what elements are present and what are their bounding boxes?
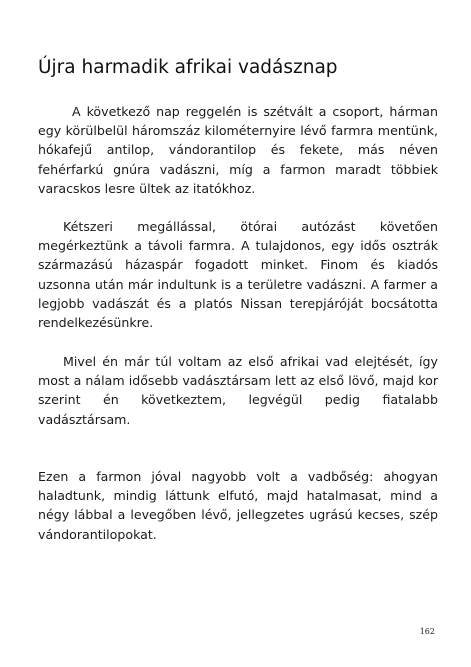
paragraph-2: Kétszeri megállással, ötórai autózást követően megérkeztünk a távoli farmra. A tulajdonos, egy idős osztrák származású házaspár fogadott minket. Finom és kiadós uzsonna után már indultunk is a területre vadászni. A farmer a legjobb vadászát és a platós Nissan terepjáróját bocsátotta rendelkezésünkre. — [38, 219, 438, 331]
page-number: 162 — [419, 627, 435, 636]
paragraph-4: Ezen a farmon jóval nagyobb volt a vadbőség: ahogyan haladtunk, mindig láttunk elfutó, majd hatalmasat, mind a négy lábbal a levegőben lévő, jellegzetes ugrású kecses, szép vándorantilopokat. — [38, 469, 438, 542]
paragraph-3: Mivel én már túl voltam az első afrikai vad elejtését, így most a nálam idősebb vadásztársam lett az első lövő, majd kor szerint én következtem, legvégül pedig fiatalabb vadásztársam. — [38, 354, 438, 427]
chapter-title: Újra harmadik afrikai vadásznap — [38, 57, 338, 78]
paragraph-1: A következő nap reggelén is szétvált a csoport, hárman egy körülbelül háromszáz kilométernyire lévő farmra mentünk, hókafejű antilop, vándorantilop és fekete, más néven fehérfarkú gnúra vadászni, míg a farmon maradt többiek varacskos lesre ültek az itatókhoz. — [38, 104, 438, 196]
